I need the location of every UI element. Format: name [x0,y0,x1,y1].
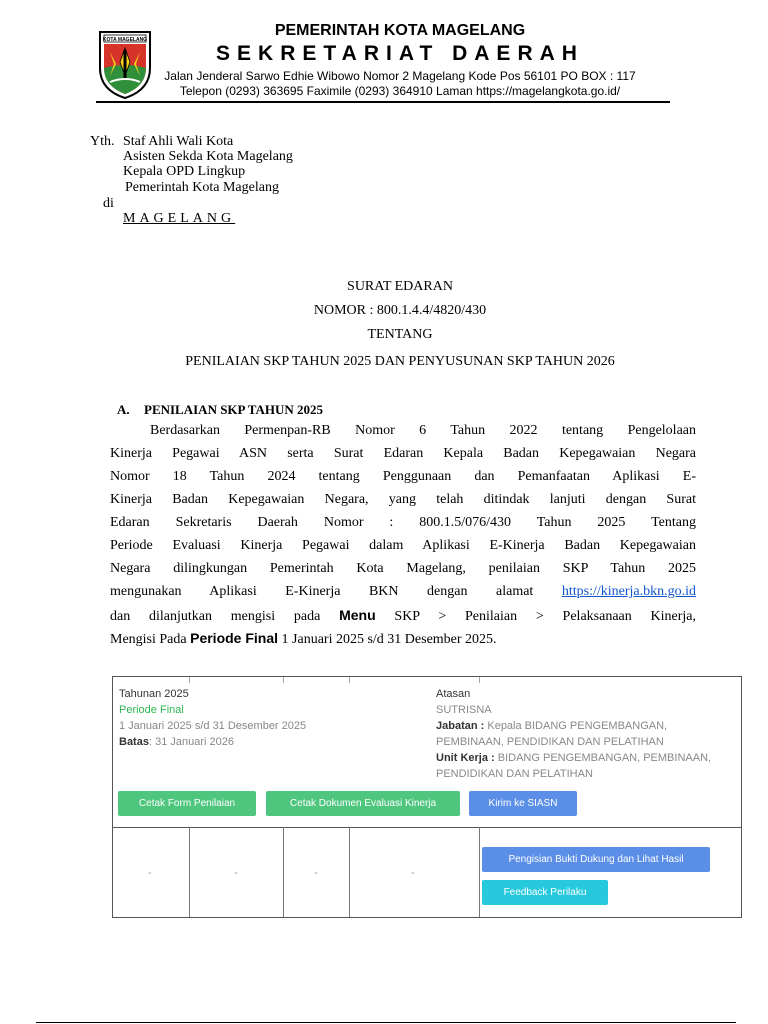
deadline-value: : 31 Januari 2026 [148,736,234,748]
print-form-button[interactable]: Cetak Form Penilaian [118,791,256,816]
unit-label: Unit Kerja : [436,752,495,764]
body-line-7: Negara dilingkungan Pemerintah Kota Magelang, penilaian SKP Tahun 2025 [110,561,696,576]
addressee-city: MAGELANG [123,211,236,226]
period-range: 1 Januari 2025 s/d 31 Desember 2025 [119,720,307,732]
top-tick [283,677,284,683]
addressee-line-3: Kepala OPD Lingkup [123,164,246,179]
circular-about: TENTANG [367,327,433,342]
circular-subject: PENILAIAN SKP TAHUN 2025 DAN PENYUSUNAN SKP TAHUN 2026 [185,354,615,369]
supervisor-name: SUTRISNA [436,704,492,716]
table-cell-value: - [148,867,152,879]
body-line-8-text: mengunakan Aplikasi E-Kinerja BKN dengan alamat [110,584,534,599]
panel-row-divider [113,827,741,828]
addressee-yth: Yth. [90,134,115,149]
office-contact: Telepon (0293) 363695 Faximile (0293) 364910 Laman https://magelangkota.go.id/ [179,84,621,98]
print-evaluation-button[interactable]: Cetak Dokumen Evaluasi Kinerja [266,791,460,816]
addressee-line-4: Pemerintah Kota Magelang [125,180,279,195]
top-tick [189,677,190,683]
periode-final-bold: Periode Final [190,630,279,646]
section-letter: A. [117,402,130,417]
table-cell-value: - [314,867,318,879]
government-name: PEMERINTAH KOTA MAGELANG [274,22,526,39]
table-cell-value: - [411,867,415,879]
unit-value-2: PENDIDIKAN DAN PELATIHAN [436,768,593,780]
body-line-5: Edaran Sekretaris Daerah Nomor : 800.1.5/076/430 Tahun 2025 Tentang [110,515,696,530]
circular-title: SURAT EDARAN [347,279,453,294]
body-line-4: Kinerja Badan Kepegawaian Negara, yang telah ditindak lanjuti dengan Surat [110,492,696,507]
send-siasn-button[interactable]: Kirim ke SIASN [469,791,577,816]
addressee-di: di [103,196,114,211]
logo-label: KOTA MAGELANG [102,36,148,43]
cell-divider [349,827,350,917]
jabatan [436,720,667,732]
office-address: Jalan Jenderal Sarwo Edhie Wibowo Nomor 2 Magelang Kode Pos 56101 PO BOX : 117 [164,69,636,83]
body-line-1: Berdasarkan Permenpan-RB Nomor 6 Tahun 2022 tentang Pengelolaan [150,423,696,438]
addressee-line-1: Staf Ahli Wali Kota [123,134,234,149]
jabatan-label: Jabatan : [436,720,485,732]
behavior-feedback-button[interactable]: Feedback Perilaku [482,880,608,905]
circular-number: NOMOR : 800.1.4.4/4820/430 [313,303,487,318]
jabatan-value-1: Kepala BIDANG PENGEMBANGAN, [487,720,668,732]
jabatan-value-2: PEMBINAAN, PENDIDIKAN DAN PELATIHAN [436,736,664,748]
cell-divider [479,827,480,917]
deadline [119,736,234,748]
body-line-10-pre: Mengisi Pada [110,632,187,647]
top-tick [479,677,480,683]
office-name: SEKRETARIAT DAERAH [216,42,584,65]
body-line-10 [110,629,696,649]
top-tick [349,677,350,683]
body-line-3: Nomor 18 Tahun 2024 tentang Penggunaan dan Pemanfaatan Aplikasi E- [110,469,696,484]
body-line-10-post: 1 Januari 2025 s/d 31 Desember 2025. [281,632,497,647]
cell-divider [283,827,284,917]
cell-divider [189,827,190,917]
ekinerja-link[interactable]: https://kinerja.bkn.go.id [561,584,696,599]
supervisor-title: Atasan [436,688,471,700]
deadline-label: Batas [119,736,149,748]
body-line-6: Periode Evaluasi Kinerja Pegawai dalam Aplikasi E-Kinerja Badan Kepegawaian [110,538,696,553]
body-line-9-pre: dan dilanjutkan mengisi pada [110,609,321,624]
body-line-9 [110,606,696,626]
unit-kerja [436,752,711,764]
menu-bold: Menu [339,607,376,623]
unit-value-1: BIDANG PENGEMBANGAN, PEMBINAAN, [497,752,712,764]
evidence-results-button[interactable]: Pengisian Bukti Dukung dan Lihat Hasil [482,847,710,872]
letterhead-rule [96,101,670,103]
body-line-2: Kinerja Pegawai ASN serta Surat Edaran Kepala Badan Kepegawaian Negara [110,446,696,461]
body-line-8 [110,583,696,601]
ekinerja-screenshot-panel [112,676,742,918]
footer-rule [36,1022,736,1023]
section-title: PENILAIAN SKP TAHUN 2025 [144,402,324,417]
period-title: Tahunan 2025 [119,688,189,700]
period-status: Periode Final [119,704,184,716]
table-cell-value: - [234,867,238,879]
addressee-line-2: Asisten Sekda Kota Magelang [123,149,293,164]
body-line-9-post: SKP > Penilaian > Pelaksanaan Kinerja, [394,609,696,624]
